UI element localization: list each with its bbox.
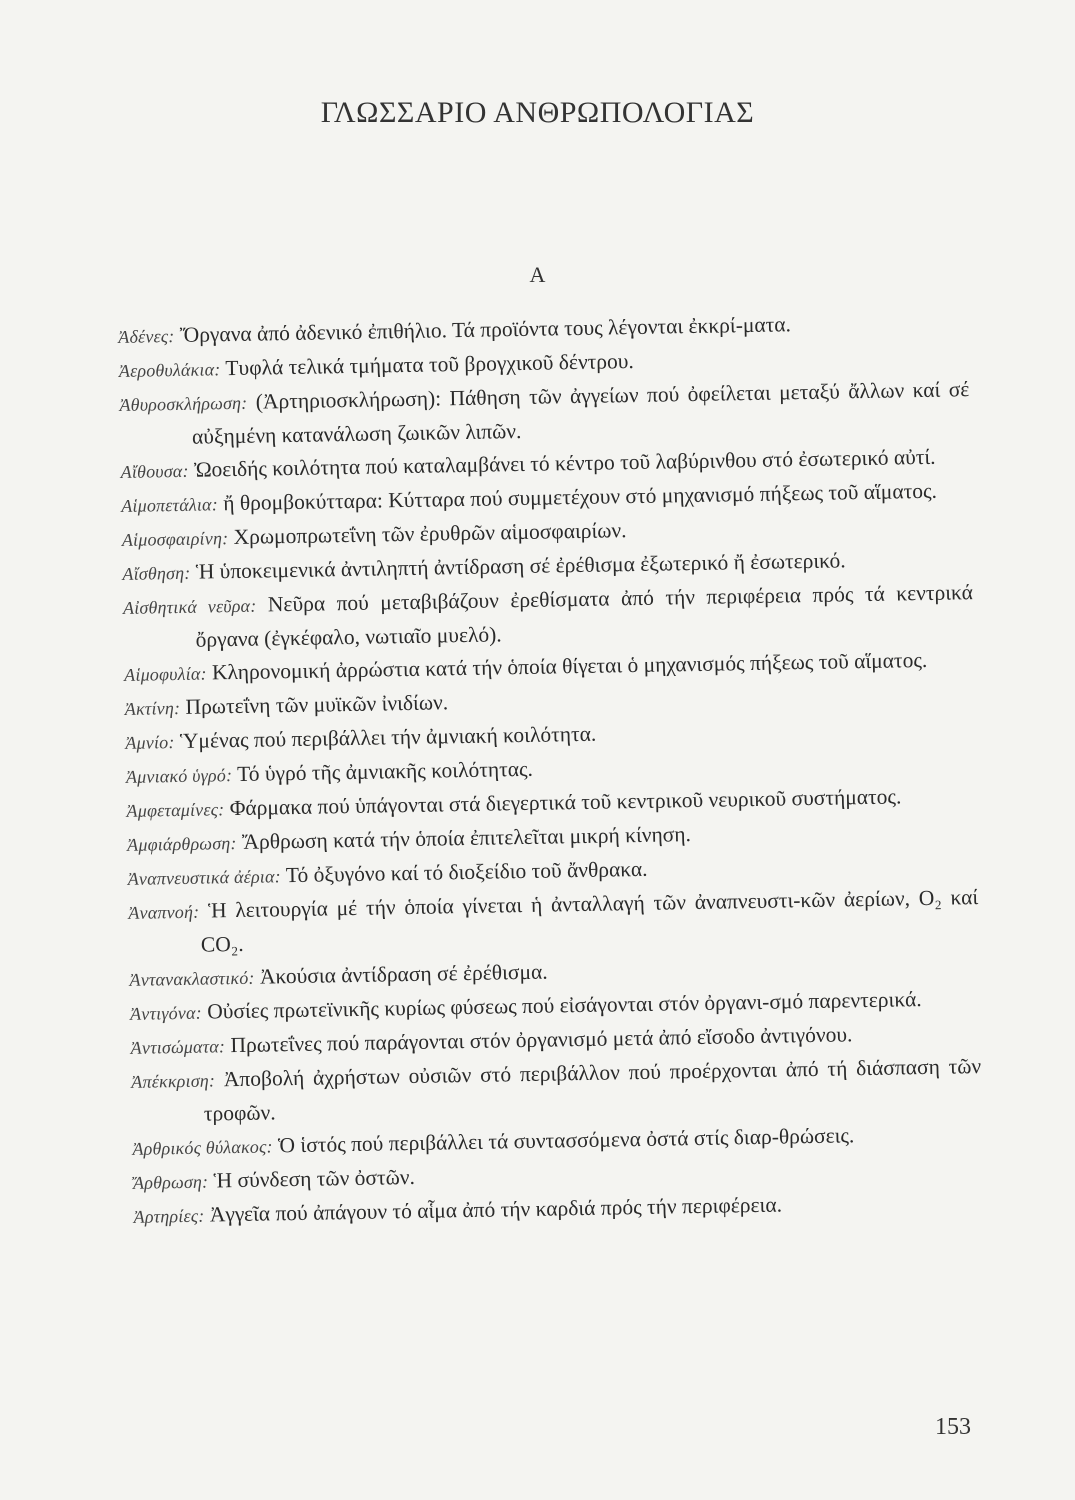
entry-definition: Ἀγγεῖα πού ἀπάγουν τό αἷμα ἀπό τήν καρδιά πρός τήν περιφέρεια. [209,1192,783,1227]
entry-term: Αἰσθητικά νεῦρα: [122,595,257,618]
entry-term: Ἀδένες: [118,326,175,347]
entry-definition: Πρωτεΐνη τῶν μυϊκῶν ἰνιδίων. [185,690,449,719]
entry-term: Ἀθυροσκλήρωση: [119,392,248,415]
entry-term: Αἱμοπετάλια: [121,494,219,516]
entry-definition: Κληρονομική ἀρρώστια κατά τήν ὁποία θίγεται ὁ μηχανισμός πήξεως τοῦ αἵματος. [211,647,928,685]
entry-definition: Οὐσίες πρωτεϊνικῆς κυρίως φύσεως πού εἰσάγονται στόν ὀργανι-σμό παρεντερικά. [207,987,922,1024]
entry-term: Ἀμνιακό ὑγρό: [125,765,233,787]
entry-definition: Ὁ ἱστός πού περιβάλλει τά συντασσόμενα ὀστά στίς διαρ-θρώσεις. [277,1123,855,1158]
entry-term: Ἀεροθυλάκια: [118,359,221,381]
entry-definition: Ὄργανα ἀπό ἀδενικό ἐπιθήλιο. Τά προϊόντα τους λέγονται ἐκκρί-ματα. [179,312,792,347]
page-number: 153 [935,1414,971,1440]
section-letter: Α [529,262,546,287]
entry-term: Ἀντιγόνα: [129,1002,203,1024]
entry-term: Ἀντανακλαστικό: [129,967,255,990]
entry-term: Αἴσθηση: [122,562,191,584]
entry-definition: Ἡ λειτουργία μέ τήν ὁποία γίνεται ἡ ἀνταλλαγή τῶν ἀναπνευστι-κῶν ἀερίων, O₂ καί CO₂. [200,885,979,957]
entry-definition: (Ἀρτηριοσκλήρωση): Πάθηση τῶν ἀγγείων πού ὀφείλεται μεταξύ ἄλλων καί σέ αὐξημένη κατανάλωση ζωικῶν λιπῶν. [191,377,970,449]
entry-definition: Ἀποβολή ἀχρήστων οὐσιῶν στό περιβάλλον πού προέρχονται ἀπό τή διάσπαση τῶν τροφῶν. [203,1054,982,1126]
entry-term: Ἀρθρικός θύλακος: [132,1136,273,1159]
entry-definition: Τυφλά τελικά τμήματα τοῦ βρογχικοῦ δέντρου. [225,349,635,381]
entry-definition: Τό ὑγρό τῆς ἀμνιακῆς κοιλότητας. [236,756,534,786]
entry-term: Ἄρθρωση: [132,1171,209,1193]
entry-term: Ἀναπνευστικά ἀέρια: [127,866,282,889]
glossary-entries [118,305,984,1234]
entry-definition: Ὑμένας πού περιβάλλει τήν ἀμνιακή κοιλότητα. [179,721,597,753]
entry-definition: Ἡ σύνδεση τῶν ὀστῶν. [213,1164,416,1193]
entry-term: Ἀμφεταμίνες: [126,799,225,821]
entry-term: Αἴθουσα: [120,460,189,482]
entry-definition: Φάρμακα πού ὑπάγονται στά διεγερτικά τοῦ κεντρικοῦ νευρικοῦ συστήματος. [229,784,902,821]
entry-definition: Νεῦρα πού μεταβιβάζουν ἐρεθίσματα ἀπό τήν περιφέρεια πρός τά κεντρικά ὄργανα (ἐγκέφαλο, νωτιαῖο μυελό). [195,580,974,652]
entry-definition: Χρωμοπρωτεΐνη τῶν ἐρυθρῶν αἱμοσφαιρίων. [233,518,627,550]
entry-term: Ἀμνίο: [125,732,175,753]
page-title: ΓΛΩΣΣΑΡΙΟ ΑΝΘΡΩΠΟΛΟΓΙΑΣ [320,96,755,129]
entry-term: Ἀρτηρίες: [133,1205,205,1227]
entry-term: Αἱμοσφαιρίνη: [121,528,229,550]
entry-term: Ἀντισώματα: [130,1036,226,1058]
entry-term: Ἀκτίνη: [124,697,181,719]
entry-definition: ἤ θρομβοκύτταρα: Κύτταρα πού συμμετέχουν στό μηχανισμό πήξεως τοῦ αἵματος. [223,478,938,516]
entry-definition: Ἡ ὑποκειμενικά ἀντιληπτή ἀντίδραση σέ ἐρέθισμα ἐξωτερικό ἤ ἐσωτερικό. [195,548,846,584]
entry-definition: Τό ὀξυγόνο καί τό διοξείδιο τοῦ ἄνθρακα. [285,856,648,888]
entry-definition: Πρωτεΐνες πού παράγονται στόν ὀργανισμό μετά ἀπό εἴσοδο ἀντιγόνου. [230,1022,853,1058]
entry-definition: Ὠοειδής κοιλότητα πού καταλαμβάνει τό κέντρο τοῦ λαβύρινθου στό ἐσωτερικό αὐτί. [193,444,936,482]
entry-term: Ἀναπνοή: [128,901,200,923]
entry-term: Ἀμφιάρθρωση: [126,833,237,855]
entry-term: Ἀπέκκριση: [131,1070,216,1092]
entry-definition: Ἄρθρωση κατά τήν ὁποία ἐπιτελεῖται μικρή κίνηση. [241,822,692,854]
entry-definition: Ἀκούσια ἀντίδραση σέ ἐρέθισμα. [259,959,548,989]
entry-term: Αἱμοφυλία: [124,663,207,685]
